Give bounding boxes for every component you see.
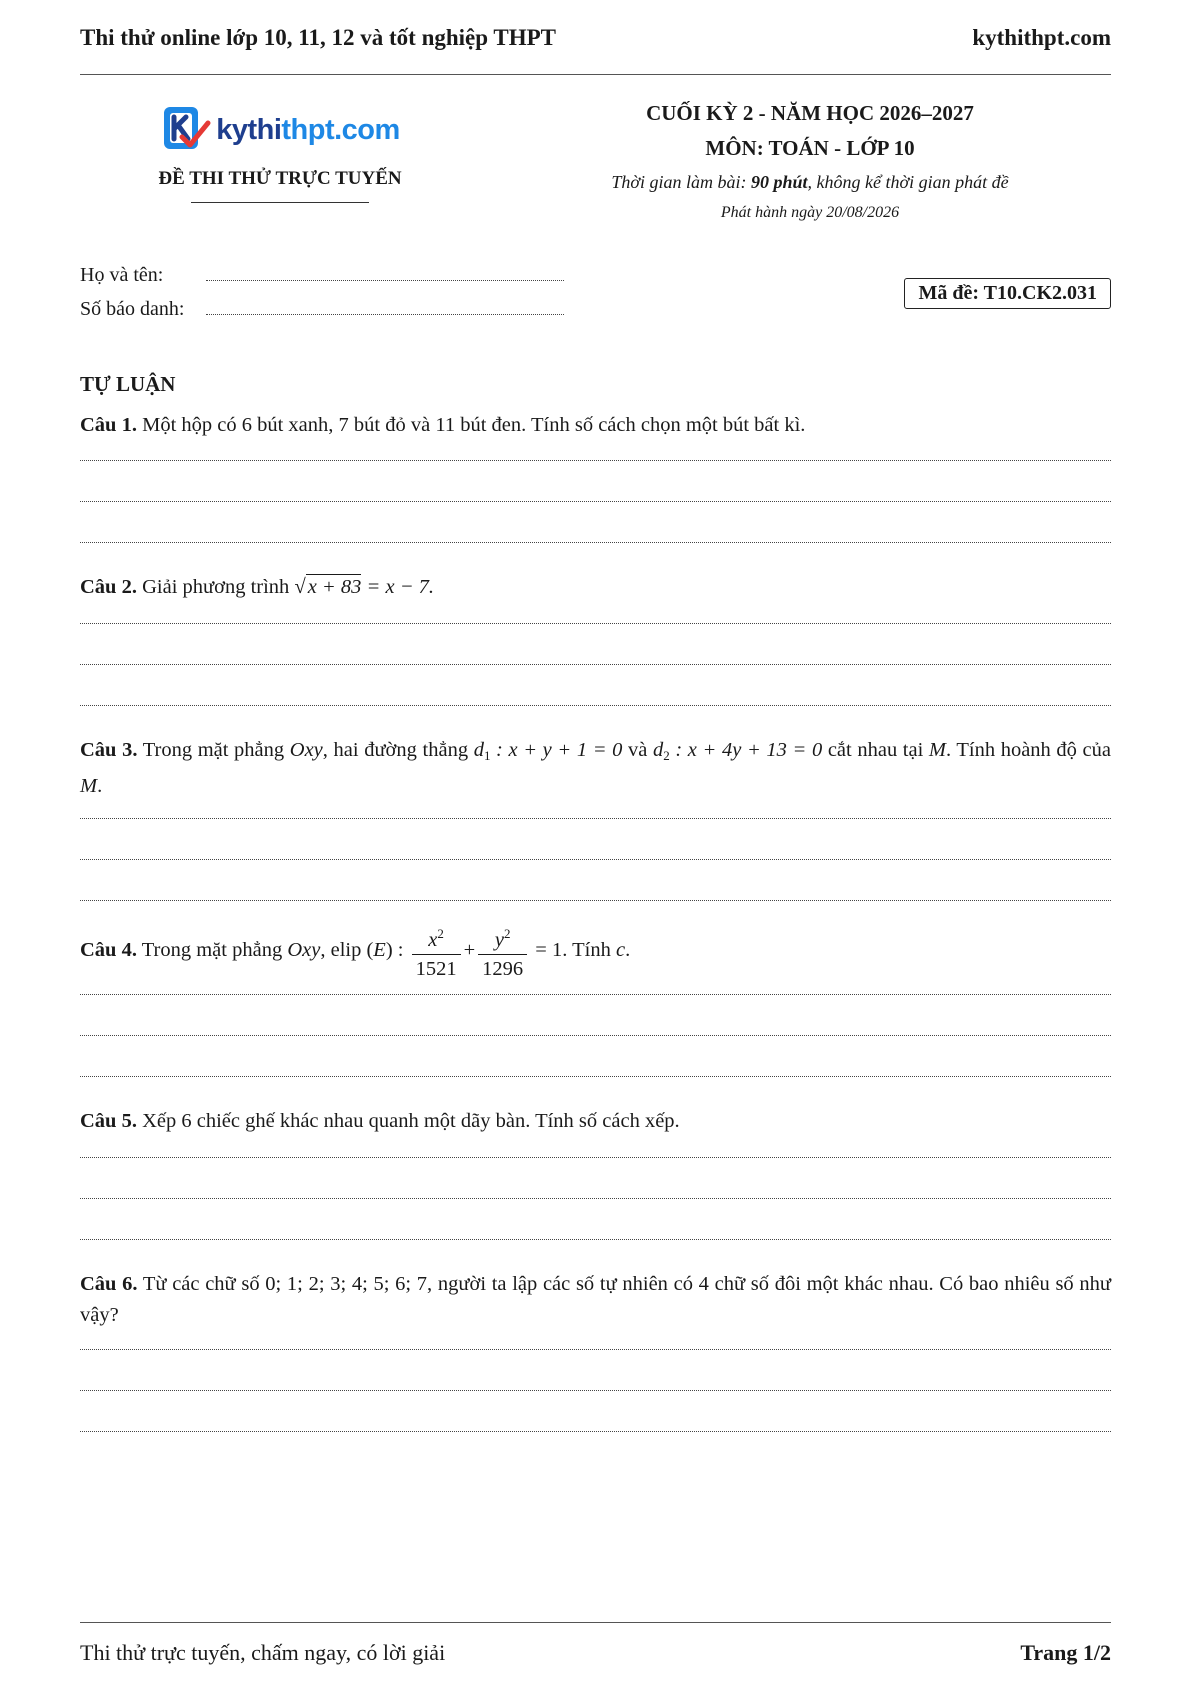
answer-line[interactable] <box>80 542 1111 543</box>
footer-divider <box>80 1622 1111 1623</box>
question-1 <box>80 410 1111 441</box>
math-oxy: Oxy <box>289 739 323 761</box>
question-label: Câu 3. <box>80 739 138 761</box>
answer-line[interactable] <box>80 818 1111 819</box>
answer-line[interactable] <box>80 664 1111 665</box>
exam-duration: Thời gian làm bài: 90 phút, không kể thời gian phát đề <box>611 172 1009 192</box>
candidate-name-row <box>80 262 564 296</box>
question-text: Một hộp có 6 bút xanh, 7 bút đỏ và 11 bút đen. Tính số cách chọn một bút bất kì. <box>142 414 806 436</box>
math-radicand: x + 83 <box>307 576 362 598</box>
question-text: Giải phương trình <box>142 576 295 598</box>
header-divider <box>80 74 1111 75</box>
online-label-underline <box>191 202 369 203</box>
answer-line[interactable] <box>80 994 1111 995</box>
answer-line[interactable] <box>80 1239 1111 1240</box>
online-exam-label: ĐỀ THI THỬ TRỰC TUYẾN <box>158 168 402 189</box>
math-point-m: M <box>928 739 946 761</box>
answer-line[interactable] <box>80 1157 1111 1158</box>
question-label: Câu 6. <box>80 1273 138 1295</box>
exam-release-date: Phát hành ngày 20/08/2026 <box>720 204 900 221</box>
answer-line[interactable] <box>80 900 1111 901</box>
math-oxy: Oxy <box>287 939 321 962</box>
answer-line[interactable] <box>80 859 1111 860</box>
logo-icon <box>160 103 212 157</box>
header-left-text: Thi thử online lớp 10, 11, 12 và tốt nghiệp THPT <box>80 25 556 50</box>
question-text: Từ các chữ số 0; 1; 2; 3; 4; 5; 6; 7, người ta lập các số tự nhiên có 4 chữ số đôi một khác nhau. Có bao nhiêu số như vậy? <box>80 1273 1111 1326</box>
math-line-d2: d <box>653 739 664 761</box>
candidate-id-field[interactable] <box>206 296 564 315</box>
header-site-link[interactable]: kythithpt.com <box>972 25 1111 50</box>
question-label: Câu 4. <box>80 939 137 962</box>
question-label: Câu 5. <box>80 1110 137 1132</box>
answer-line[interactable] <box>80 1431 1111 1432</box>
answer-line[interactable] <box>80 1035 1111 1036</box>
question-2 <box>80 572 1111 603</box>
footer-tagline: Thi thử trực tuyến, chấm ngay, có lời giải <box>80 1640 446 1665</box>
section-title: TỰ LUẬN <box>80 372 176 396</box>
answer-line[interactable] <box>80 705 1111 706</box>
candidate-id-label: Số báo danh: <box>80 298 185 320</box>
answer-line[interactable] <box>80 460 1111 461</box>
running-footer <box>80 1640 1111 1666</box>
candidate-name-label: Họ và tên: <box>80 264 164 286</box>
math-fraction-x: $\frac{x^2}{1521}$ <box>412 920 461 983</box>
answer-line[interactable] <box>80 501 1111 502</box>
math-line-d1: d <box>473 739 484 761</box>
question-4: Câu 4. Trong mặt phẳng Oxy, elip (E) : $\frac{x^2}{1521}$ + $\frac{y^2}{1296}$ = 1. Tính c. <box>80 920 1111 983</box>
question-label: Câu 1. <box>80 414 137 436</box>
page-number: Trang 1/2 <box>1020 1640 1111 1665</box>
exam-subject: MÔN: TOÁN - LỚP 10 <box>705 136 915 160</box>
answer-line[interactable] <box>80 1349 1111 1350</box>
sqrt-sign: √ <box>294 576 306 598</box>
exam-info-block <box>560 96 1060 228</box>
question-6 <box>80 1269 1111 1331</box>
math-equation-1: : x + y + 1 = 0 <box>490 739 623 761</box>
candidate-info <box>80 262 564 330</box>
question-5 <box>80 1106 1111 1137</box>
math-expression: = x − 7. <box>361 576 435 598</box>
running-header <box>80 20 1111 56</box>
logo-block <box>80 100 480 203</box>
question-label: Câu 2. <box>80 576 137 598</box>
math-fraction-y: $\frac{y^2}{1296}$ <box>478 920 527 983</box>
answer-line[interactable] <box>80 1390 1111 1391</box>
question-text: Xếp 6 chiếc ghế khác nhau quanh một dãy bàn. Tính số cách xếp. <box>142 1110 680 1132</box>
answer-line[interactable] <box>80 623 1111 624</box>
math-equation-2: : x + 4y + 13 = 0 <box>669 739 823 761</box>
answer-line[interactable] <box>80 1076 1111 1077</box>
candidate-name-field[interactable] <box>206 262 564 281</box>
question-3: Câu 3. Trong mặt phẳng Oxy, hai đường thẳng $d_1$ : x + y + 1 = 0 và $d_2$ : x + 4y + 13 = 0 cắt nhau tại M. Tính hoành độ của M. <box>80 739 1111 797</box>
exam-title: CUỐI KỲ 2 - NĂM HỌC 2026–2027 <box>646 101 974 125</box>
site-logo[interactable] <box>80 100 480 160</box>
candidate-id-row <box>80 296 564 330</box>
exam-code-badge: Mã đề: T10.CK2.031 <box>904 278 1111 309</box>
logo-wordmark: kythithpt.com <box>216 113 400 146</box>
answer-line[interactable] <box>80 1198 1111 1199</box>
